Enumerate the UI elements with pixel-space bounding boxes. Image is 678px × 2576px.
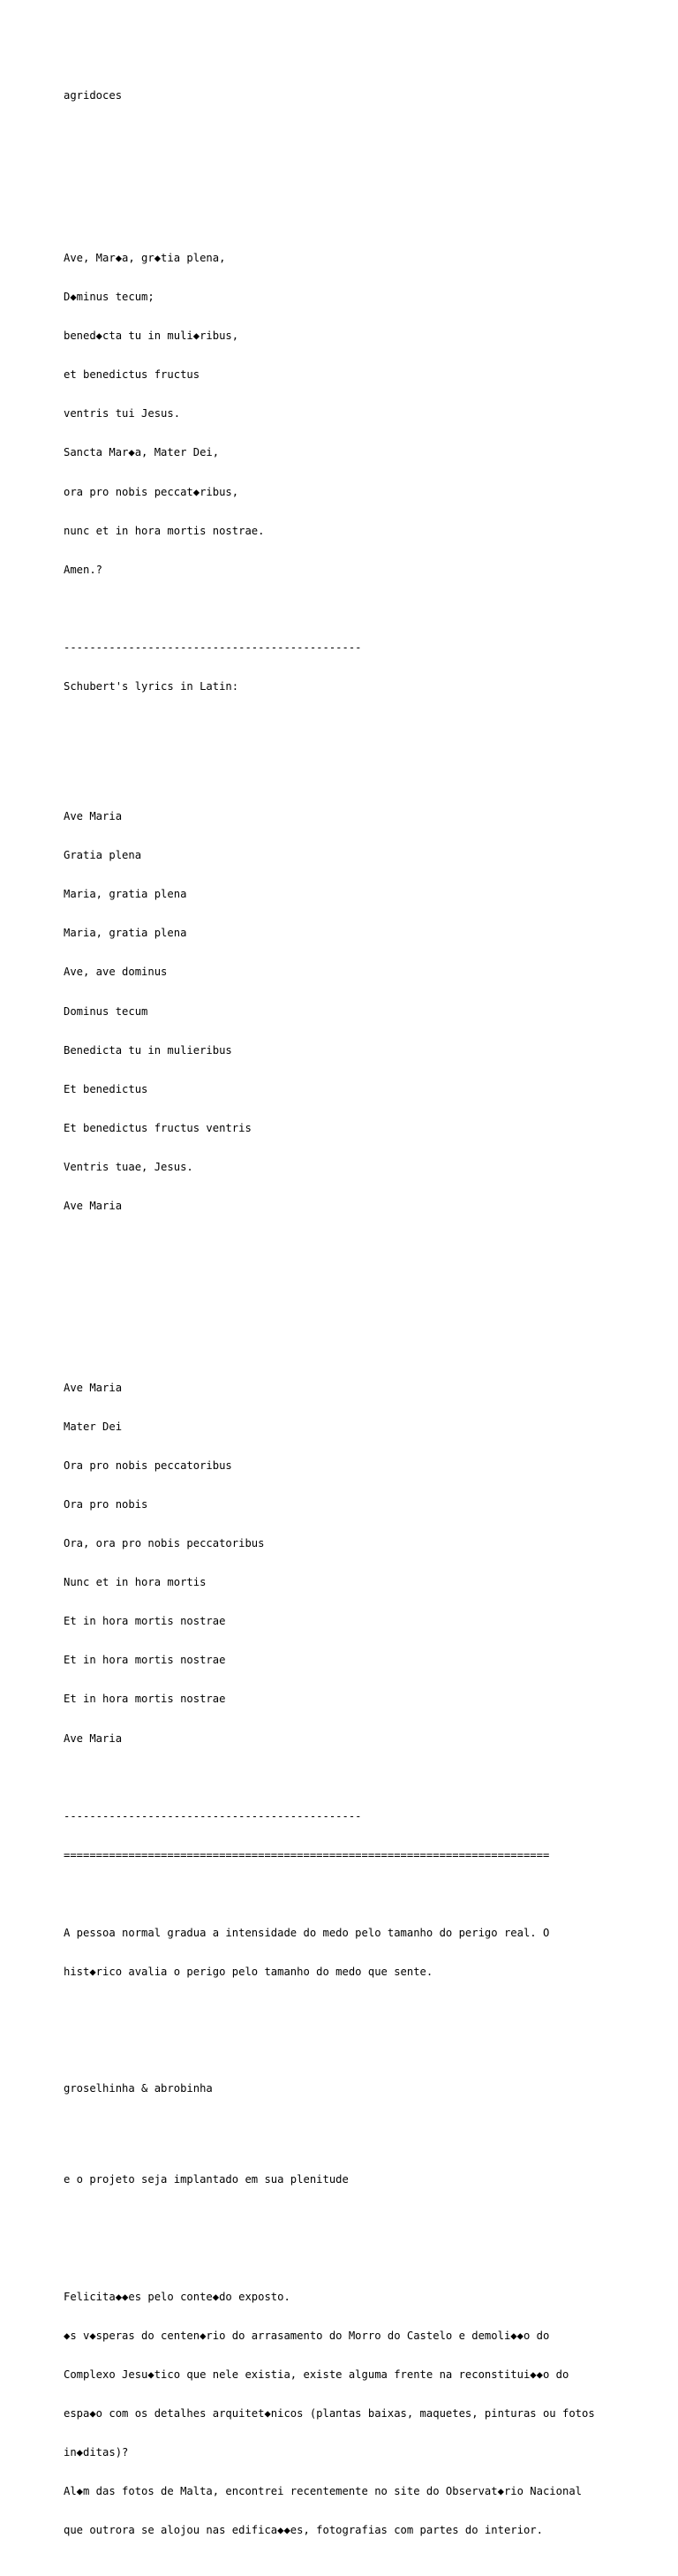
lyrics-line: Ora, ora pro nobis peccatoribus [64, 1537, 265, 1550]
projeto-line: e o projeto seja implantado em sua plenitude [64, 2173, 349, 2186]
dash-divider: ---------------------------------------------- [64, 1809, 362, 1822]
prayer-line: bened◆cta tu in muli◆ribus, [64, 330, 239, 343]
lyrics-line: Ave Maria [64, 810, 123, 823]
lyrics-line: Mater Dei [64, 1420, 123, 1433]
groselhinha-line: groselhinha & abrobinha [64, 2082, 213, 2095]
lyrics-line: Benedicta tu in mulieribus [64, 1043, 232, 1057]
medo-paragraph [64, 1901, 664, 2005]
paragraph-line: in◆ditas)? [64, 2446, 129, 2459]
final-paragraph [64, 2264, 664, 2563]
lyrics-line: Maria, gratia plena [64, 888, 187, 901]
lyrics-line: Ave Maria [64, 1200, 123, 1212]
lyrics-line: Ave Maria [64, 1381, 123, 1394]
lyrics-line: Ave, ave dominus [64, 966, 168, 979]
lyrics-line: Et in hora mortis nostrae [64, 1693, 226, 1706]
lyrics-part1 [64, 784, 664, 1239]
lyrics-line: Et benedictus [64, 1082, 148, 1095]
paragraph-line: ◆s v◆speras do centen◆rio do arrasamento do Morro do Castelo e demoli◆◆o do [64, 2329, 550, 2342]
lyrics-line: Dominus tecum [64, 1004, 148, 1018]
paragraph-line: espa◆o com os detalhes arquitet◆nicos (plantas baixas, maquetes, pinturas ou fotos [64, 2406, 595, 2420]
spacer [64, 2031, 664, 2044]
spacer [64, 2212, 664, 2225]
prayer-line: Sancta Mar◆a, Mater Dei, [64, 446, 220, 459]
spacer [64, 129, 664, 187]
spacer [64, 1277, 664, 1316]
prayer-block [64, 226, 664, 602]
paragraph-line: que outrora se alojou nas edifica◆◆es, fotografias com partes do interior. [64, 2524, 543, 2537]
lyrics-line: Nunc et in hora mortis [64, 1576, 207, 1589]
lyrics-line: Ave Maria [64, 1731, 123, 1745]
lyrics-line: Maria, gratia plena [64, 927, 187, 940]
paragraph-line: A pessoa normal gradua a intensidade do medo pelo tamanho do perigo real. O [64, 1927, 550, 1940]
spacer [64, 2122, 664, 2135]
prayer-line: nunc et in hora mortis nostrae. [64, 524, 265, 537]
paragraph-line: Felicita◆◆es pelo conte◆do exposto. [64, 2290, 290, 2303]
lyrics-line: Ora pro nobis [64, 1498, 148, 1511]
paragraph-line: hist◆rico avalia o perigo pelo tamanho do medo que sente. [64, 1966, 433, 1979]
equals-divider: =========================================================================== [64, 1848, 550, 1861]
prayer-line: D◆minus tecum; [64, 291, 154, 304]
document-heading: agridoces [64, 89, 123, 102]
lyrics-part2 [64, 1355, 664, 1770]
prayer-line: Ave, Mar◆a, gr◆tia plena, [64, 252, 226, 265]
lyrics-line: Et benedictus fructus ventris [64, 1121, 252, 1134]
lyrics-line: Ora pro nobis peccatoribus [64, 1458, 232, 1472]
prayer-line: ventris tui Jesus. [64, 407, 181, 420]
lyrics-line: Et in hora mortis nostrae [64, 1654, 226, 1667]
prayer-line: Amen.? [64, 563, 103, 576]
lyrics-line: Et in hora mortis nostrae [64, 1615, 226, 1628]
spacer [64, 719, 664, 745]
paragraph-line: Complexo Jesu◆tico que nele existia, existe alguma frente na reconstitui◆◆o do [64, 2368, 569, 2381]
paragraph-line: Al◆m das fotos de Malta, encontrei recentemente no site do Observat◆rio Nacional [64, 2485, 582, 2498]
document-page [64, 64, 664, 2576]
lyrics-line: Gratia plena [64, 849, 142, 862]
prayer-line: ora pro nobis peccat◆ribus, [64, 485, 239, 498]
lyrics-line: Ventris tuae, Jesus. [64, 1160, 193, 1173]
schubert-heading: Schubert's lyrics in Latin: [64, 680, 239, 693]
dash-divider: ---------------------------------------------- [64, 640, 362, 654]
prayer-line: et benedictus fructus [64, 368, 200, 382]
